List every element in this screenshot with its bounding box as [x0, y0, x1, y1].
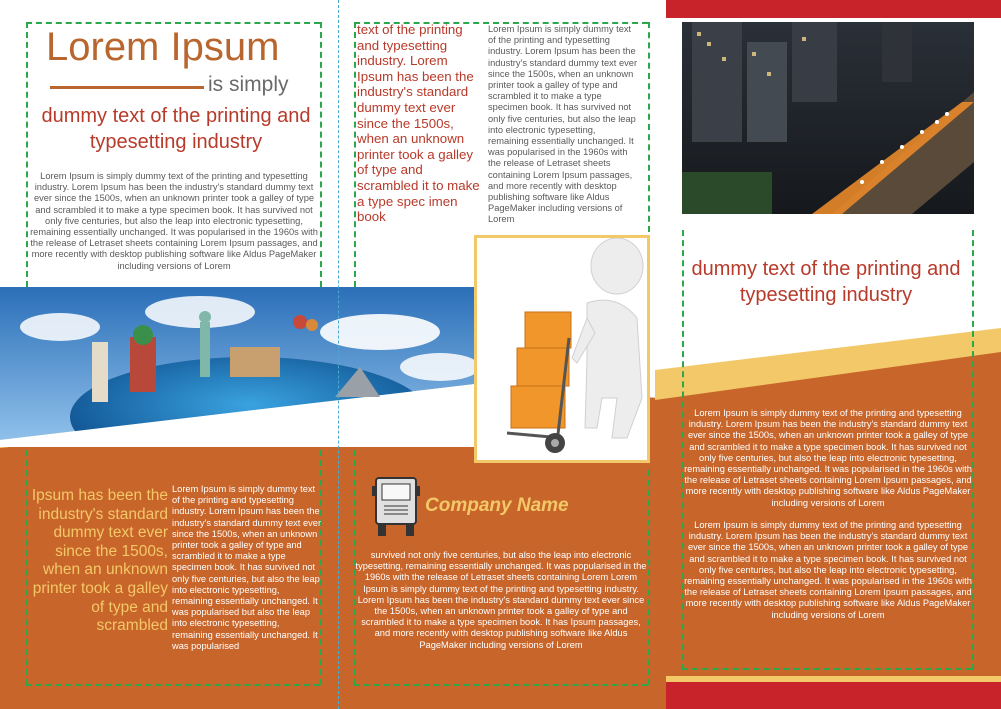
left-headline: dummy text of the printing and typesetting industry	[41, 105, 311, 153]
brochure-title: Lorem Ipsum	[46, 25, 280, 69]
city-night-image	[682, 22, 974, 214]
middle-gray-column: Lorem Ipsum is simply dummy text of the printing and typesetting industry. Lorem Ipsum has been the industry's standard dummy text ever since the 1500s, when an unknown printer took a galley of type and scrambled it to make a type specimen book. It has survived not only five centuries, but also the leap into electronic typesetting, remaining essentially unchanged. It was popularised in the 1960s with the release of Letraset sheets containing Lorem Ipsum passages, and more recently with desktop publishing software like Aldus PageMaker including versions of Lorem	[488, 24, 638, 225]
subtitle-tail: is simply	[208, 73, 289, 96]
delivery-figure-image	[477, 238, 647, 460]
guide-bottom-mid	[354, 684, 648, 686]
gold-line-bottom	[666, 676, 1001, 682]
travel-globe-image	[0, 287, 475, 447]
guide-left-3	[320, 22, 322, 287]
red-bar-bottom	[666, 682, 1001, 709]
guide-mid-4	[648, 470, 650, 685]
middle-bottom-body: survived not only five centuries, but also the leap into electronic typesetting, remaining essentially unchanged. It was popularised in the 1960s with the release of Letraset sheets containing Lorem Lorem Ipsum is simply dummy text of the printing and typesetting industry. Lorem Ipsum has been the industry's standard dummy text ever since the 1500s, when an unknown printer took a galley of type and scrambled it to make a type specimen book. It has Ipsum passages, and more recently with desktop publishing software like Aldus PageMaker including versions of Lorem	[355, 550, 647, 650]
middle-red-column: text of the printing and typesetting industry. Lorem Ipsum has been the industry's standard dummy text ever since the 1500s, when an unknown printer took a galley of type and scrambled it to make a type spec imen book	[357, 22, 480, 225]
delivery-figure-frame	[474, 235, 650, 463]
guide-bottom	[26, 684, 320, 686]
right-body-2: Lorem Ipsum is simply dummy text of the printing and typesetting industry. Lorem Ipsum has been the industry's standard dummy text ever since the 1500s, when an unknown printer took a galley of type and scrambled it to make a type specimen book. It has survived not only five centuries, but also the leap into electronic typesetting, remaining essentially unchanged. It was popularised in the 1960s with the release of Letraset sheets containing Lorem Ipsum passages, and more recently with desktop publishing software like Aldus PageMaker including versions of Lorem	[684, 520, 972, 620]
right-headline: dummy text of the printing and typesetting industry	[691, 258, 961, 306]
guide-mid-3	[648, 22, 650, 232]
red-bar-top	[666, 0, 1001, 18]
centerline-1	[338, 0, 339, 709]
left-pullquote: Ipsum has been the industry's standard dummy text ever since the 1500s, when an unknown printer took a galley of type and scrambled	[31, 487, 168, 635]
title-underline	[50, 86, 204, 89]
truck-icon	[372, 472, 420, 540]
company-name[interactable]: Company Name	[425, 495, 569, 516]
left-bottom-body: Lorem Ipsum is simply dummy text of the printing and typesetting industry. Lorem Ipsum has been the industry's standard dummy text ever since the 1500s, when an unknown printer took a galley of type and scrambled it to make a type specimen book. It has survived not only five centuries, but also the leap into electronic typesetting, remaining essentially unchanged. It was popularised but also the leap into electronic typesetting, remaining essentially unchanged. It was popularised	[172, 484, 322, 651]
guide-mid-1	[354, 22, 356, 287]
right-body-1: Lorem Ipsum is simply dummy text of the printing and typesetting industry. Lorem Ipsum has been the industry's standard dummy text ever since the 1500s, when an unknown printer took a galley of type and scrambled it to make a type specimen book. It has survived not only five centuries, but also the leap into electronic typesetting, remaining essentially unchanged. It was popularised in the 1960s with the release of Letraset sheets containing Lorem Ipsum passages, and more recently with desktop publishing software like Aldus PageMaker including versions of Lorem	[684, 408, 972, 508]
guide-bottom-right	[682, 668, 972, 670]
left-body: Lorem Ipsum is simply dummy text of the printing and typesetting industry. Lorem Ipsum has been the industry's standard dummy text ever since the 1500s, when an unknown printer took a galley of type and scrambled it to make a type specimen book. It has survived not only five centuries, but also the leap into electronic typesetting, remaining essentially unchanged. It was popularised in the 1960s with the release of Letraset sheets containing Lorem Ipsum passages, and more recently with desktop publishing software like Aldus PageMaker including versions of Lorem	[30, 171, 318, 271]
